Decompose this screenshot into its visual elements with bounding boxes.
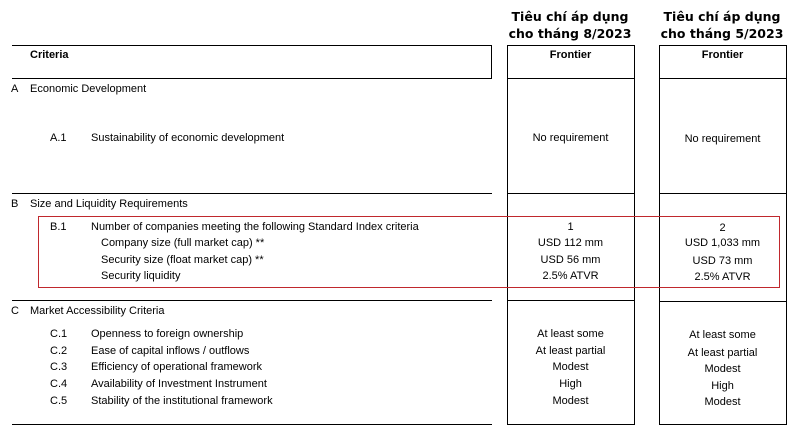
header-aug-line2: cho tháng 8/2023 [508, 26, 632, 41]
header-aug-2023 [500, 8, 640, 42]
header-may-line1: Tiêu chí áp dụng [663, 9, 781, 24]
row-aug-c3: Modest [552, 361, 589, 373]
row-aug-c5: Modest [552, 395, 589, 407]
row-code-c5: C.5 [50, 395, 68, 407]
column-header-may: Frontier [701, 49, 744, 61]
section-rule-b-aug [507, 193, 634, 194]
criteria-top-rule [12, 45, 492, 46]
row-label-c1: Openness to foreign ownership [91, 328, 244, 340]
row-may-b1: 2 [719, 222, 726, 234]
criteria-head-bottom-rule [12, 78, 492, 79]
row-code-c3: C.3 [50, 361, 68, 373]
section-rule-c-may [659, 301, 786, 302]
header-may-line2: cho tháng 5/2023 [660, 26, 784, 41]
row-may-c3: Modest [704, 363, 741, 375]
column-header-criteria: Criteria [30, 49, 69, 61]
aug-top-rule [507, 45, 634, 46]
criteria-bottom-rule [12, 424, 492, 425]
row-code-b1: B.1 [50, 221, 67, 233]
row-aug-b-company-size: USD 112 mm [537, 237, 604, 249]
aug-head-bottom-rule [507, 78, 634, 79]
may-top-rule [659, 45, 786, 46]
row-aug-b1: 1 [567, 221, 574, 233]
may-right-edge [786, 45, 787, 425]
row-code-c2: C.2 [50, 345, 68, 357]
header-aug-line1: Tiêu chí áp dụng [511, 9, 629, 24]
section-rule-b-may [659, 193, 786, 194]
row-label-c5: Stability of the institutional framework [91, 395, 273, 407]
row-may-b-liquidity: 2.5% ATVR [694, 271, 751, 283]
section-letter-a: A [11, 83, 19, 95]
row-may-c1: At least some [689, 329, 756, 341]
criteria-head-right-edge [491, 45, 492, 79]
row-may-b-company-size: USD 1,033 mm [684, 237, 761, 249]
section-title-a: Economic Development [30, 83, 147, 95]
section-rule-c [12, 300, 492, 301]
row-aug-c4: High [559, 378, 582, 390]
row-may-b-security-size: USD 73 mm [692, 255, 753, 267]
row-code-a1: A.1 [50, 132, 67, 144]
row-label-b-security-size: Security size (float market cap) ** [101, 254, 264, 266]
row-code-c4: C.4 [50, 378, 68, 390]
row-aug-c2: At least partial [535, 345, 606, 357]
row-label-b-company-size: Company size (full market cap) ** [101, 237, 265, 249]
row-aug-c1: At least some [537, 328, 604, 340]
section-rule-b [12, 193, 492, 194]
section-letter-b: B [11, 198, 19, 210]
row-label-c3: Efficiency of operational framework [91, 361, 262, 373]
section-title-b: Size and Liquidity Requirements [30, 198, 188, 210]
row-label-a1: Sustainability of economic development [91, 132, 285, 144]
section-rule-c-aug [507, 300, 634, 301]
row-may-c5: Modest [704, 396, 741, 408]
row-aug-b-security-size: USD 56 mm [540, 254, 601, 266]
highlight-box-b1 [38, 216, 780, 288]
row-aug-b-liquidity: 2.5% ATVR [542, 270, 599, 282]
row-label-b1: Number of companies meeting the following Standard Index criteria [91, 221, 419, 233]
row-aug-a1: No requirement [532, 132, 609, 144]
row-may-a1: No requirement [684, 133, 761, 145]
row-label-c2: Ease of capital inflows / outflows [91, 345, 250, 357]
section-letter-c: C [11, 305, 19, 317]
header-may-2023 [652, 8, 792, 42]
may-head-bottom-rule [659, 78, 786, 79]
column-header-aug: Frontier [549, 49, 592, 61]
section-title-c: Market Accessibility Criteria [30, 305, 165, 317]
row-may-c4: High [711, 380, 734, 392]
row-label-b-liquidity: Security liquidity [101, 270, 181, 282]
aug-bottom-rule [507, 424, 635, 425]
row-may-c2: At least partial [687, 347, 758, 359]
may-bottom-rule [659, 424, 787, 425]
row-label-c4: Availability of Investment Instrument [91, 378, 267, 390]
row-code-c1: C.1 [50, 328, 68, 340]
